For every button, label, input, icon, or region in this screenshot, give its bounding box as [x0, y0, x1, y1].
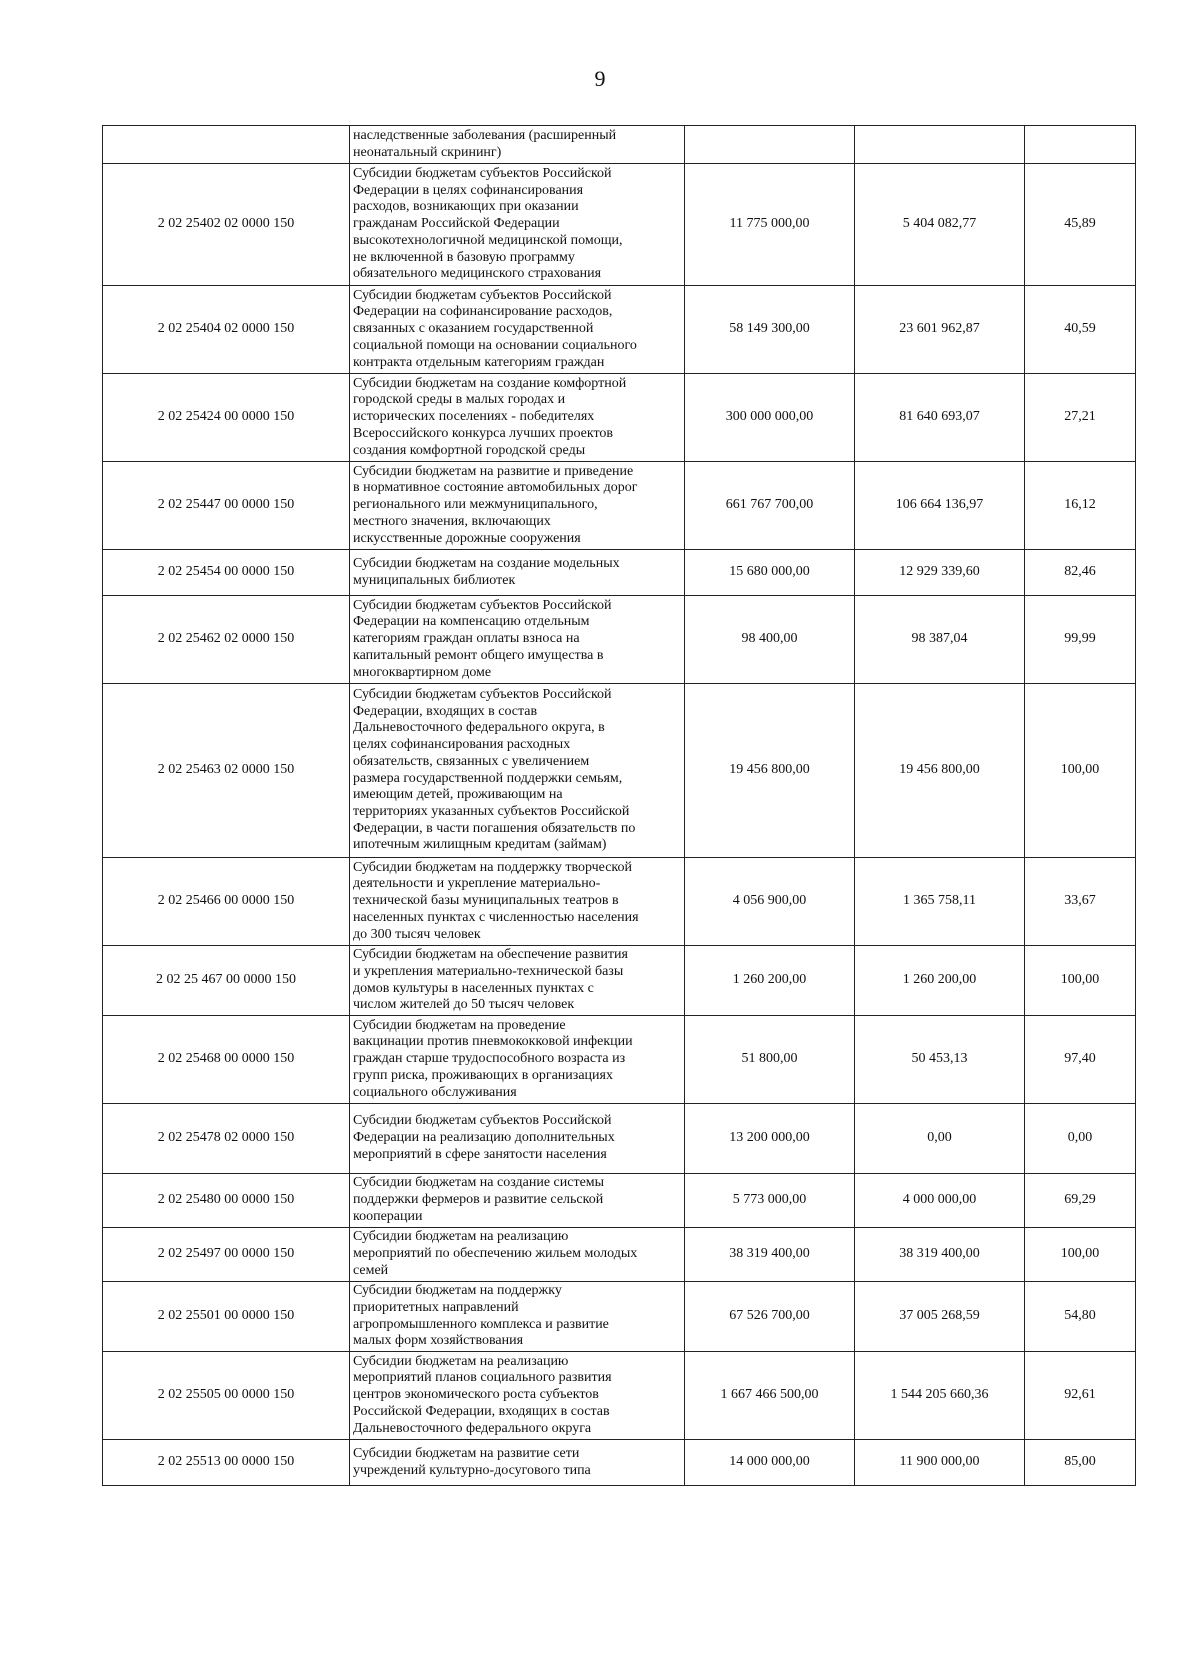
- budget-code-cell: 2 02 25468 00 0000 150: [103, 1016, 350, 1104]
- table-row: [103, 858, 1136, 946]
- description-line: Субсидии бюджетам субъектов Российской: [353, 1113, 612, 1129]
- table-row: [103, 1352, 1136, 1440]
- description-line: домов культуры в населенных пунктах с: [353, 980, 594, 996]
- budget-code-cell: 2 02 25424 00 0000 150: [103, 374, 350, 462]
- description-cell: [350, 946, 685, 1016]
- planned-amount-cell: 15 680 000,00: [685, 550, 855, 596]
- table-row: [103, 1228, 1136, 1282]
- description-line: обязательного медицинского страхования: [353, 266, 602, 282]
- description-line: капитальный ремонт общего имущества в: [353, 647, 604, 663]
- executed-amount-cell: 12 929 339,60: [855, 550, 1025, 596]
- description-line: кооперации: [353, 1208, 423, 1224]
- table-row: [103, 1282, 1136, 1352]
- description-line: Дальневосточного федерального округа: [353, 1420, 592, 1436]
- description-line: социальной помощи на основании социального: [353, 337, 637, 353]
- description-line: городской среды в малых городах и: [353, 392, 566, 408]
- description-line: регионального или межмуниципального,: [353, 497, 598, 513]
- budget-code-cell: 2 02 25501 00 0000 150: [103, 1282, 350, 1352]
- description-line: Всероссийского конкурса лучших проектов: [353, 425, 614, 441]
- table-row: [103, 1440, 1136, 1486]
- budget-code-cell: 2 02 25 467 00 0000 150: [103, 946, 350, 1016]
- planned-amount-cell: 5 773 000,00: [685, 1174, 855, 1228]
- executed-amount-cell: 38 319 400,00: [855, 1228, 1025, 1282]
- description-line: Субсидии бюджетам на реализацию: [353, 1229, 569, 1245]
- description-line: Субсидии бюджетам на создание модельных: [353, 555, 620, 571]
- description-line: социального обслуживания: [353, 1084, 517, 1100]
- description-line: в нормативное состояние автомобильных дорог: [353, 480, 638, 496]
- budget-code-cell: 2 02 25505 00 0000 150: [103, 1352, 350, 1440]
- execution-percent-cell: 92,61: [1025, 1352, 1136, 1440]
- budget-code-cell: [103, 126, 350, 164]
- description-line: учреждений культурно-досугового типа: [353, 1462, 591, 1478]
- executed-amount-cell: 11 900 000,00: [855, 1440, 1025, 1486]
- table-row: [103, 1104, 1136, 1174]
- description-line: Субсидии бюджетам на проведение: [353, 1017, 566, 1033]
- description-line: Субсидии бюджетам на поддержку творческой: [353, 859, 633, 875]
- description-line: исторических поселениях - победителях: [353, 409, 595, 425]
- planned-amount-cell: 11 775 000,00: [685, 164, 855, 286]
- description-line: малых форм хозяйствования: [353, 1333, 524, 1349]
- description-cell: [350, 1174, 685, 1228]
- execution-percent-cell: 100,00: [1025, 1228, 1136, 1282]
- description-cell: [350, 550, 685, 596]
- description-cell: [350, 684, 685, 858]
- execution-percent-cell: 100,00: [1025, 684, 1136, 858]
- budget-code-cell: 2 02 25497 00 0000 150: [103, 1228, 350, 1282]
- budget-code-cell: 2 02 25454 00 0000 150: [103, 550, 350, 596]
- description-line: Федерации на компенсацию отдельным: [353, 614, 590, 630]
- description-line: размера государственной поддержки семьям,: [353, 770, 623, 786]
- description-line: Российской Федерации, входящих в состав: [353, 1403, 610, 1419]
- execution-percent-cell: 27,21: [1025, 374, 1136, 462]
- description-line: целях софинансирования расходных: [353, 737, 571, 753]
- executed-amount-cell: 19 456 800,00: [855, 684, 1025, 858]
- description-line: Федерации на реализацию дополнительных: [353, 1130, 615, 1146]
- description-line: числом жителей до 50 тысяч человек: [353, 997, 575, 1013]
- description-cell: [350, 596, 685, 684]
- planned-amount-cell: 4 056 900,00: [685, 858, 855, 946]
- description-line: технической базы муниципальных театров в: [353, 893, 619, 909]
- page-number: 9: [594, 66, 606, 91]
- execution-percent-cell: 85,00: [1025, 1440, 1136, 1486]
- table-row: [103, 1174, 1136, 1228]
- description-cell: [350, 126, 685, 164]
- description-cell: [350, 1228, 685, 1282]
- table-row: [103, 286, 1136, 374]
- description-line: Субсидии бюджетам на поддержку: [353, 1283, 562, 1299]
- executed-amount-cell: 50 453,13: [855, 1016, 1025, 1104]
- description-cell: [350, 374, 685, 462]
- description-line: контракта отдельным категориям граждан: [353, 354, 605, 370]
- table-row: [103, 374, 1136, 462]
- budget-code-cell: 2 02 25480 00 0000 150: [103, 1174, 350, 1228]
- description-line: деятельности и укрепление материально-: [353, 876, 601, 892]
- budget-code-cell: 2 02 25478 02 0000 150: [103, 1104, 350, 1174]
- description-line: наследственные заболевания (расширенный: [353, 127, 617, 143]
- table-row: [103, 462, 1136, 550]
- description-line: Субсидии бюджетам на реализацию: [353, 1353, 569, 1369]
- planned-amount-cell: 300 000 000,00: [685, 374, 855, 462]
- description-line: групп риска, проживающих в организациях: [353, 1067, 613, 1083]
- execution-percent-cell: 99,99: [1025, 596, 1136, 684]
- description-line: ипотечным жилищным кредитам (займам): [353, 837, 607, 853]
- description-cell: [350, 1016, 685, 1104]
- description-line: территориях указанных субъектов Российской: [353, 803, 630, 819]
- execution-percent-cell: 40,59: [1025, 286, 1136, 374]
- description-line: вакцинации против пневмококковой инфекции: [353, 1034, 633, 1050]
- executed-amount-cell: 0,00: [855, 1104, 1025, 1174]
- description-line: Субсидии бюджетам на создание комфортной: [353, 375, 627, 391]
- execution-percent-cell: 54,80: [1025, 1282, 1136, 1352]
- description-line: Субсидии бюджетам субъектов Российской: [353, 287, 612, 303]
- executed-amount-cell: 81 640 693,07: [855, 374, 1025, 462]
- description-line: высокотехнологичной медицинской помощи,: [353, 232, 623, 248]
- description-line: Субсидии бюджетам субъектов Российской: [353, 686, 612, 702]
- table-row: [103, 596, 1136, 684]
- description-line: Субсидии бюджетам на создание системы: [353, 1175, 605, 1191]
- budget-code-cell: 2 02 25404 02 0000 150: [103, 286, 350, 374]
- planned-amount-cell: 58 149 300,00: [685, 286, 855, 374]
- description-cell: [350, 1104, 685, 1174]
- executed-amount-cell: 106 664 136,97: [855, 462, 1025, 550]
- planned-amount-cell: 51 800,00: [685, 1016, 855, 1104]
- planned-amount-cell: 38 319 400,00: [685, 1228, 855, 1282]
- execution-percent-cell: 82,46: [1025, 550, 1136, 596]
- execution-percent-cell: 16,12: [1025, 462, 1136, 550]
- planned-amount-cell: 13 200 000,00: [685, 1104, 855, 1174]
- description-line: Дальневосточного федерального округа, в: [353, 720, 605, 736]
- description-line: Федерации на софинансирование расходов,: [353, 304, 613, 320]
- executed-amount-cell: [855, 126, 1025, 164]
- description-line: и укрепления материально-технической базы: [353, 963, 624, 979]
- description-line: муниципальных библиотек: [353, 572, 516, 588]
- budget-code-cell: 2 02 25462 02 0000 150: [103, 596, 350, 684]
- description-line: Субсидии бюджетам на обеспечение развития: [353, 947, 628, 963]
- table-row: [103, 1016, 1136, 1104]
- planned-amount-cell: 1 667 466 500,00: [685, 1352, 855, 1440]
- description-cell: [350, 858, 685, 946]
- description-line: имеющим детей, проживающим на: [353, 787, 563, 803]
- description-line: Федерации в целях софинансирования: [353, 182, 584, 198]
- description-line: искусственные дорожные сооружения: [353, 530, 581, 546]
- description-line: до 300 тысяч человек: [353, 926, 481, 942]
- table-row: [103, 164, 1136, 286]
- executed-amount-cell: 98 387,04: [855, 596, 1025, 684]
- description-line: создания комфортной городской среды: [353, 442, 586, 458]
- planned-amount-cell: [685, 126, 855, 164]
- executed-amount-cell: 4 000 000,00: [855, 1174, 1025, 1228]
- description-line: обязательств, связанных с увеличением: [353, 753, 590, 769]
- planned-amount-cell: 14 000 000,00: [685, 1440, 855, 1486]
- planned-amount-cell: 67 526 700,00: [685, 1282, 855, 1352]
- description-line: граждан старше трудоспособного возраста из: [353, 1051, 626, 1067]
- description-line: Субсидии бюджетам на развитие и приведение: [353, 463, 634, 479]
- table-row: [103, 126, 1136, 164]
- description-cell: [350, 462, 685, 550]
- description-cell: [350, 164, 685, 286]
- description-line: населенных пунктах с численностью населения: [353, 909, 639, 925]
- executed-amount-cell: 23 601 962,87: [855, 286, 1025, 374]
- description-line: мероприятий по обеспечению жильем молодых: [353, 1246, 638, 1262]
- execution-percent-cell: 100,00: [1025, 946, 1136, 1016]
- description-line: категориям граждан оплаты взноса на: [353, 631, 580, 647]
- description-line: поддержки фермеров и развитие сельской: [353, 1192, 604, 1208]
- budget-table: [102, 125, 1136, 1486]
- table-row: [103, 684, 1136, 858]
- execution-percent-cell: 45,89: [1025, 164, 1136, 286]
- description-cell: [350, 1282, 685, 1352]
- description-cell: [350, 1352, 685, 1440]
- planned-amount-cell: 19 456 800,00: [685, 684, 855, 858]
- description-line: многоквартирном доме: [353, 664, 492, 680]
- description-line: приоритетных направлений: [353, 1299, 519, 1315]
- execution-percent-cell: 0,00: [1025, 1104, 1136, 1174]
- description-line: семей: [353, 1262, 389, 1278]
- description-line: Субсидии бюджетам субъектов Российской: [353, 597, 612, 613]
- description-line: гражданам Российской Федерации: [353, 216, 560, 232]
- budget-code-cell: 2 02 25513 00 0000 150: [103, 1440, 350, 1486]
- description-line: расходов, возникающих при оказании: [353, 199, 579, 215]
- description-line: связанных с оказанием государственной: [353, 321, 594, 337]
- executed-amount-cell: 1 260 200,00: [855, 946, 1025, 1016]
- budget-table-body: [103, 126, 1136, 1486]
- execution-percent-cell: [1025, 126, 1136, 164]
- description-line: Федерации, входящих в состав: [353, 703, 538, 719]
- planned-amount-cell: 1 260 200,00: [685, 946, 855, 1016]
- execution-percent-cell: 69,29: [1025, 1174, 1136, 1228]
- description-line: не включенной в базовую программу: [353, 249, 575, 265]
- description-line: мероприятий планов социального развития: [353, 1370, 612, 1386]
- description-line: центров экономического роста субъектов: [353, 1387, 599, 1403]
- table-row: [103, 550, 1136, 596]
- description-line: агропромышленного комплекса и развитие: [353, 1316, 609, 1332]
- executed-amount-cell: 1 365 758,11: [855, 858, 1025, 946]
- description-line: неонатальный скрининг): [353, 144, 502, 160]
- description-cell: [350, 1440, 685, 1486]
- budget-code-cell: 2 02 25447 00 0000 150: [103, 462, 350, 550]
- planned-amount-cell: 661 767 700,00: [685, 462, 855, 550]
- execution-percent-cell: 97,40: [1025, 1016, 1136, 1104]
- description-cell: [350, 286, 685, 374]
- executed-amount-cell: 37 005 268,59: [855, 1282, 1025, 1352]
- description-line: Федерации, в части погашения обязательств по: [353, 820, 636, 836]
- description-line: местного значения, включающих: [353, 513, 551, 529]
- description-line: мероприятий в сфере занятости населения: [353, 1146, 607, 1162]
- budget-code-cell: 2 02 25463 02 0000 150: [103, 684, 350, 858]
- description-line: Субсидии бюджетам на развитие сети: [353, 1445, 580, 1461]
- execution-percent-cell: 33,67: [1025, 858, 1136, 946]
- executed-amount-cell: 5 404 082,77: [855, 164, 1025, 286]
- budget-code-cell: 2 02 25402 02 0000 150: [103, 164, 350, 286]
- executed-amount-cell: 1 544 205 660,36: [855, 1352, 1025, 1440]
- planned-amount-cell: 98 400,00: [685, 596, 855, 684]
- table-row: [103, 946, 1136, 1016]
- description-line: Субсидии бюджетам субъектов Российской: [353, 166, 612, 182]
- budget-code-cell: 2 02 25466 00 0000 150: [103, 858, 350, 946]
